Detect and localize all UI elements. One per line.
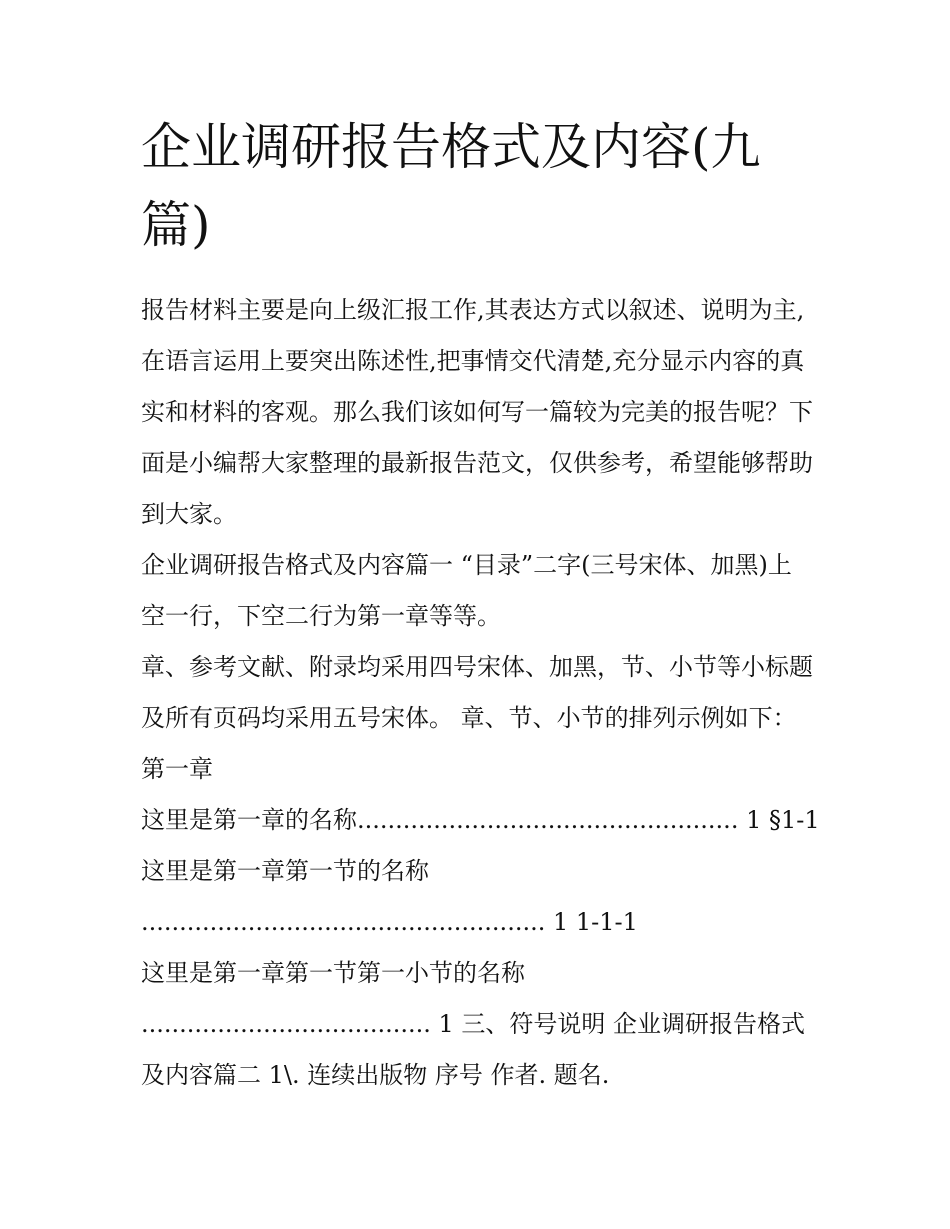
toc-line: 这里是第一章第一节第一小节的名称 xyxy=(141,959,525,987)
toc-line: 这里是第一章第一节的名称 xyxy=(141,857,429,885)
document-title: 企业调研报告格式及内容(九篇) xyxy=(141,118,761,254)
toc-line: 这里是第一章的名称.................................................. 1 §1-1 xyxy=(141,806,820,834)
toc-line: ..................................................... 1 1-1-1 xyxy=(141,908,638,936)
document-body xyxy=(141,108,820,1101)
section-one-paragraph: 企业调研报告格式及内容篇一 “目录”二字(三号宋体、加黑)上空一行，下空二行为第一章等等。 xyxy=(141,551,792,630)
toc-line: 及内容篇二 1\. 连续出版物 序号 作者. 题名. xyxy=(141,1061,610,1089)
paragraph-group xyxy=(141,285,820,1101)
toc-line: ...................................... 1 三、符号说明 企业调研报告格式 xyxy=(141,1010,806,1038)
format-rules-paragraph: 章、参考文献、附录均采用四号宋体、加黑，节、小节等小标题及所有页码均采用五号宋体。 章、节、小节的排列示例如下： 第一章 xyxy=(141,653,813,783)
intro-paragraph: 报告材料主要是向上级汇报工作,其表达方式以叙述、说明为主,在语言运用上要突出陈述性,把事情交代清楚,充分显示内容的真实和材料的客观。那么我们该如何写一篇较为完美的报告呢？下面是小编帮大家整理的最新报告范文，仅供参考，希望能够帮助到大家。 xyxy=(141,296,813,528)
